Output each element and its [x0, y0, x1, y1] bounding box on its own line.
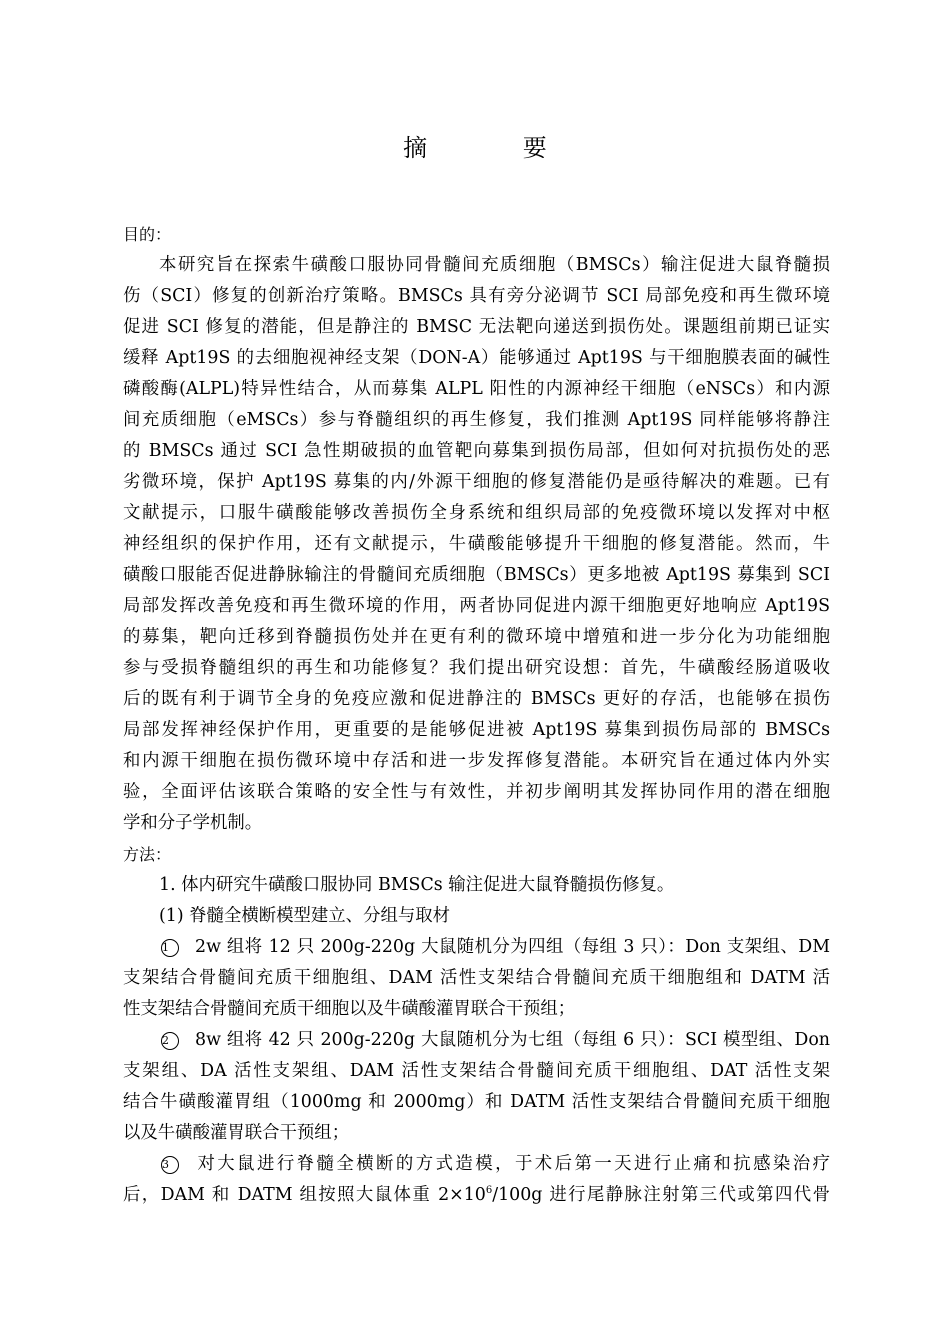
text-line: 缓释 Apt19S 的去细胞视神经支架（DON-A）能够通过 Apt19S 与干细胞膜表面的碱性 — [123, 348, 830, 368]
method-subitem-1-1: (1) 脊髓全横断模型建立、分组与取材 — [159, 906, 451, 926]
text-line: 参与受损脊髓组织的再生和功能修复？我们提出研究设想：首先，牛磺酸经肠道吸收 — [123, 658, 830, 678]
text-line-content: 8w 组将 42 只 200g-220g 大鼠随机分为七组（每组 6 只）：SCI 模型组、Don — [195, 1030, 830, 1050]
text-line: 的 BMSCs 通过 SCI 急性期破损的血管靶向募集到损伤局部，但如何对抗损伤处的恶 — [123, 441, 830, 461]
circled-number: 1 — [161, 939, 179, 957]
text-line: 局部发挥改善免疫和再生微环境的作用，两者协同促进内源干细胞更好地响应 Apt19S — [123, 596, 830, 616]
text-line — [123, 1149, 830, 1180]
text-line-content: 2w 组将 12 只 200g-220g 大鼠随机分为四组（每组 3 只）：Don 支架组、DM — [195, 937, 830, 957]
text-segment: 后，DAM 和 DATM 组按照大鼠体重 2×10 — [123, 1185, 486, 1205]
text-segment: /100g 进行尾静脉注射第三代或第四代骨 — [492, 1185, 830, 1205]
text-line: 间充质细胞（eMSCs）参与脊髓组织的再生修复，我们推测 Apt19S 同样能够将静注 — [123, 410, 830, 430]
method-item-1: 1. 体内研究牛磺酸口服协同 BMSCs 输注促进大鼠脊髓损伤修复。 — [159, 875, 675, 895]
text-line: 文献提示，口服牛磺酸能够改善损伤全身系统和组织局部的免疫微环境以发挥对中枢 — [123, 503, 830, 523]
text-line: 支架组、DA 活性支架组、DAM 活性支架结合骨髓间充质干细胞组、DAT 活性支架 — [123, 1061, 830, 1081]
method-step-3 — [123, 1149, 830, 1211]
text-line: 磺酸口服能否促进静脉输注的骨髓间充质细胞（BMSCs）更多地被 Apt19S 募集到 SCI — [123, 565, 830, 585]
method-step-1 — [123, 932, 830, 1025]
text-line — [123, 932, 830, 963]
text-line: 后的既有利于调节全身的免疫应激和促进静注的 BMSCs 更好的存活，也能够在损伤 — [123, 689, 830, 709]
abstract-body — [123, 219, 830, 1211]
section-heading-purpose: 目的： — [123, 225, 172, 244]
circled-number: 3 — [161, 1156, 179, 1174]
text-line: 验，全面评估该联合策略的安全性与有效性，并初步阐明其发挥协同作用的潜在细胞 — [123, 782, 830, 802]
text-line: 伤（SCI）修复的创新治疗策略。BMSCs 具有旁分泌调节 SCI 局部免疫和再生微环境 — [123, 286, 830, 306]
text-line: 支架结合骨髓间充质干细胞组、DAM 活性支架结合骨髓间充质干细胞组和 DATM 活 — [123, 968, 830, 988]
text-line: 性支架结合骨髓间充质干细胞以及牛磺酸灌胃联合干预组； — [123, 999, 576, 1019]
text-line-content: 对大鼠进行脊髓全横断的方式造模，于术后第一天进行止痛和抗感染治疗 — [195, 1154, 830, 1174]
text-line — [123, 1025, 830, 1056]
text-line: 以及牛磺酸灌胃联合干预组； — [123, 1123, 350, 1143]
page-title: 摘 要 — [403, 134, 591, 162]
text-line: 学和分子学机制。 — [123, 813, 263, 833]
method-step-2 — [123, 1025, 830, 1149]
section-heading-methods: 方法： — [123, 845, 172, 864]
purpose-paragraph — [123, 250, 830, 839]
text-line: 促进 SCI 修复的潜能，但是静注的 BMSC 无法靶向递送到损伤处。课题组前期已证实 — [123, 317, 830, 337]
text-line: 的募集，靶向迁移到脊髓损伤处并在更有利的微环境中增殖和进一步分化为功能细胞 — [123, 627, 830, 647]
text-line: 劣微环境，保护 Apt19S 募集的内/外源干细胞的修复潜能仍是亟待解决的难题。已有 — [123, 472, 830, 492]
text-line — [123, 1180, 830, 1211]
text-line: 结合牛磺酸灌胃组（1000mg 和 2000mg）和 DATM 活性支架结合骨髓间充质干细胞 — [123, 1092, 830, 1112]
text-line: 神经组织的保护作用，还有文献提示，牛磺酸能够提升干细胞的修复潜能。然而，牛 — [123, 534, 830, 554]
text-line: 局部发挥神经保护作用，更重要的是能够促进被 Apt19S 募集到损伤局部的 BMSCs — [123, 720, 830, 740]
text-line: 本研究旨在探索牛磺酸口服协同骨髓间充质细胞（BMSCs）输注促进大鼠脊髓损 — [159, 255, 830, 275]
text-line: 和内源干细胞在损伤微环境中存活和进一步发挥修复潜能。本研究旨在通过体内外实 — [123, 751, 830, 771]
text-line: 磷酸酶(ALPL)特异性结合，从而募集 ALPL 阳性的内源神经干细胞（eNSCs）和内源 — [123, 379, 830, 399]
circled-number: 2 — [161, 1032, 179, 1050]
superscript-exponent: 6 — [485, 1185, 493, 1196]
